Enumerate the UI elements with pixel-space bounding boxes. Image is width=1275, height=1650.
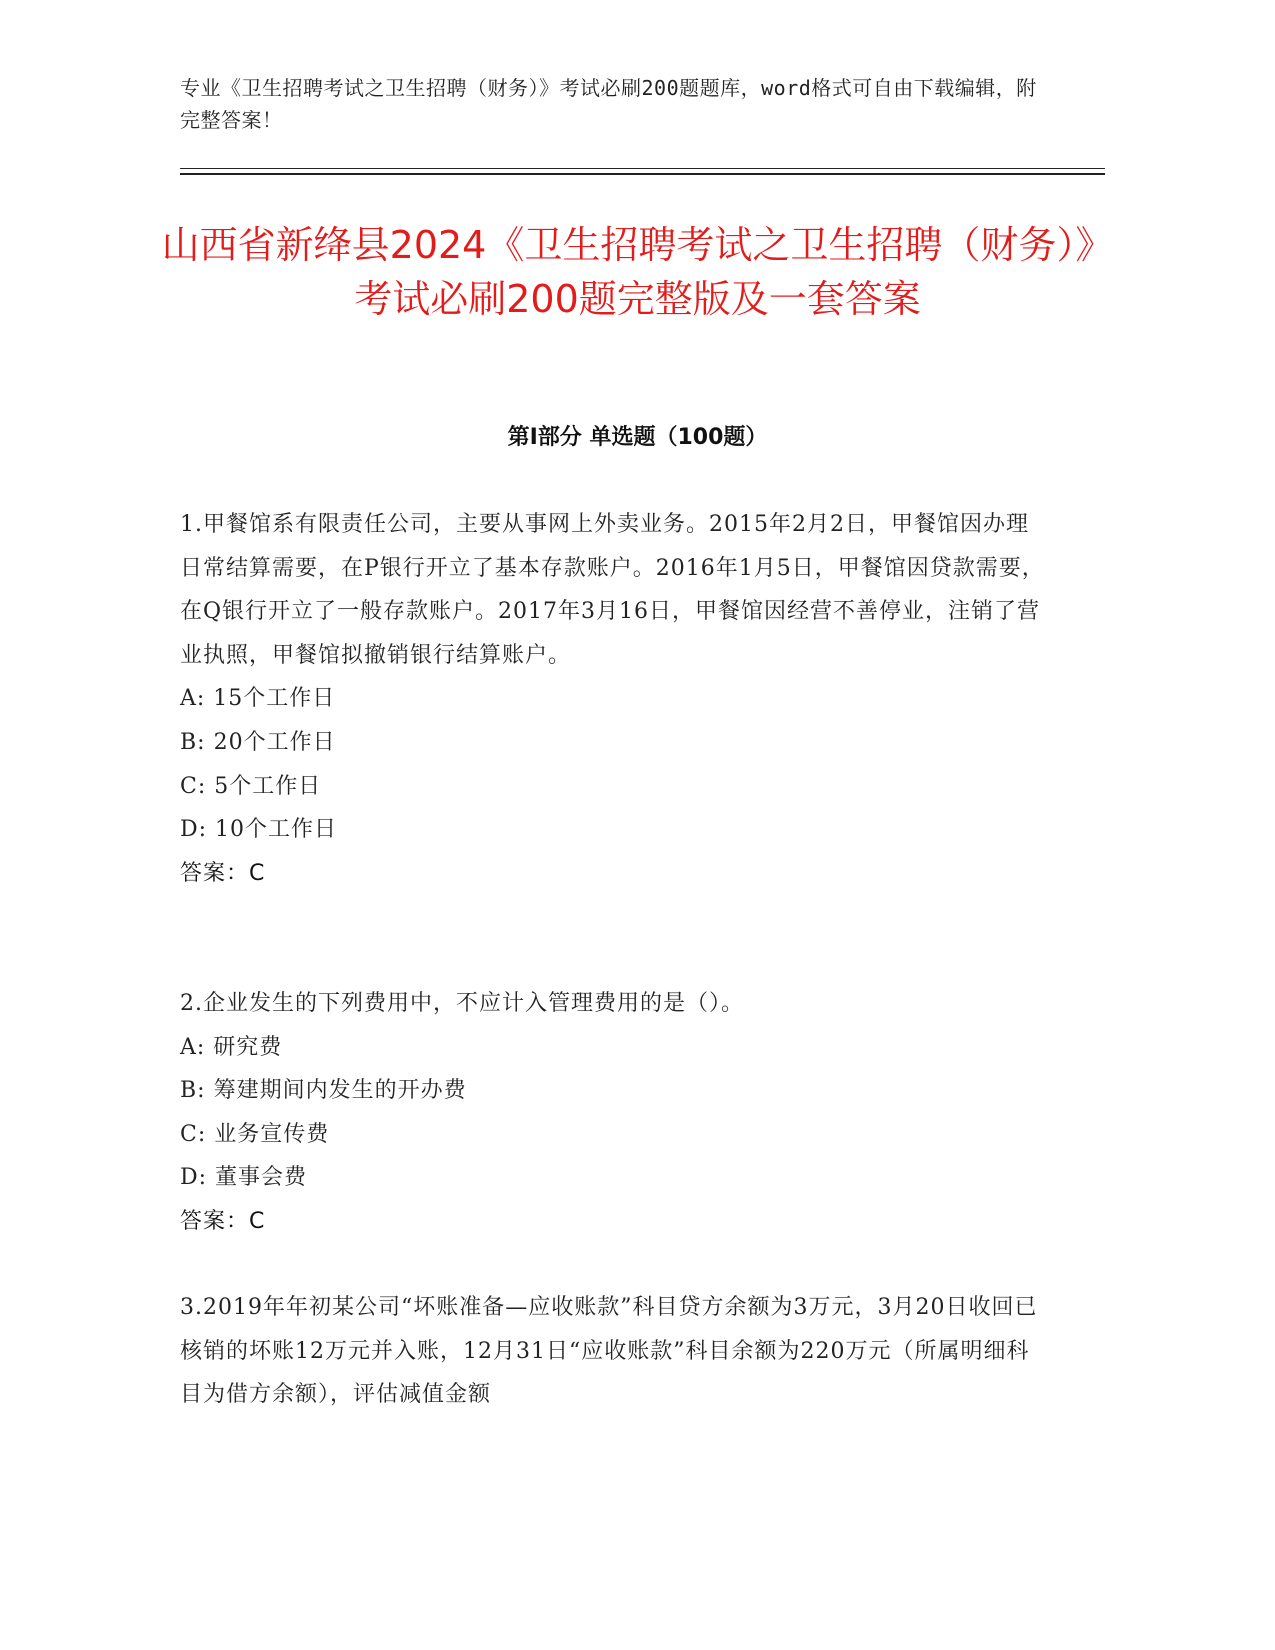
header-divider-thin <box>180 168 1105 169</box>
question-2 <box>180 982 1050 1244</box>
option-d: D: 10个工作日 <box>180 817 338 843</box>
question-3 <box>180 1286 1050 1417</box>
option-b: B: 筹建期间内发生的开办费 <box>180 1078 467 1104</box>
option-d: D: 董事会费 <box>180 1165 308 1191</box>
header-divider-thick <box>180 173 1105 175</box>
section-heading: 第I部分 单选题（100题） <box>507 425 768 450</box>
question-stem: 2.企业发生的下列费用中，不应计入管理费用的是（）。 <box>180 991 744 1016</box>
option-a: A: 研究费 <box>180 1034 283 1060</box>
option-a: A: 15个工作日 <box>180 686 336 712</box>
question-stem: 3.2019年年初某公司“坏账准备—应收账款”科目贷方余额为3万元，3月20日收回已核销的坏账12万元并入账，12月31日“应收账款”科目余额为220万元（所属明细科目为借方余额），评估减值金额 <box>180 1295 1038 1408</box>
option-c: C: 业务宣传费 <box>180 1121 330 1147</box>
answer-line: 答案：C <box>180 860 266 886</box>
document-title: 山西省新绛县2024《卫生招聘考试之卫生招聘（财务）》考试必刷200题完整版及一套答案 <box>161 223 1114 321</box>
option-c: C: 5个工作日 <box>180 773 322 799</box>
header-note: 专业《卫生招聘考试之卫生招聘（财务）》考试必刷200题题库，word格式可自由下载编辑，附完整答案！ <box>180 76 1037 132</box>
answer-line: 答案：C <box>180 1208 266 1234</box>
option-b: B: 20个工作日 <box>180 729 336 755</box>
question-1 <box>180 503 1050 895</box>
question-stem: 1.甲餐馆系有限责任公司，主要从事网上外卖业务。2015年2月2日，甲餐馆因办理日常结算需要，在P银行开立了基本存款账户。2016年1月5日，甲餐馆因贷款需要，在Q银行开立了一般存款账户。2017年3月16日，甲餐馆因经营不善停业，注销了营业执照，甲餐馆拟撤销银行结算账户。 <box>180 512 1045 668</box>
